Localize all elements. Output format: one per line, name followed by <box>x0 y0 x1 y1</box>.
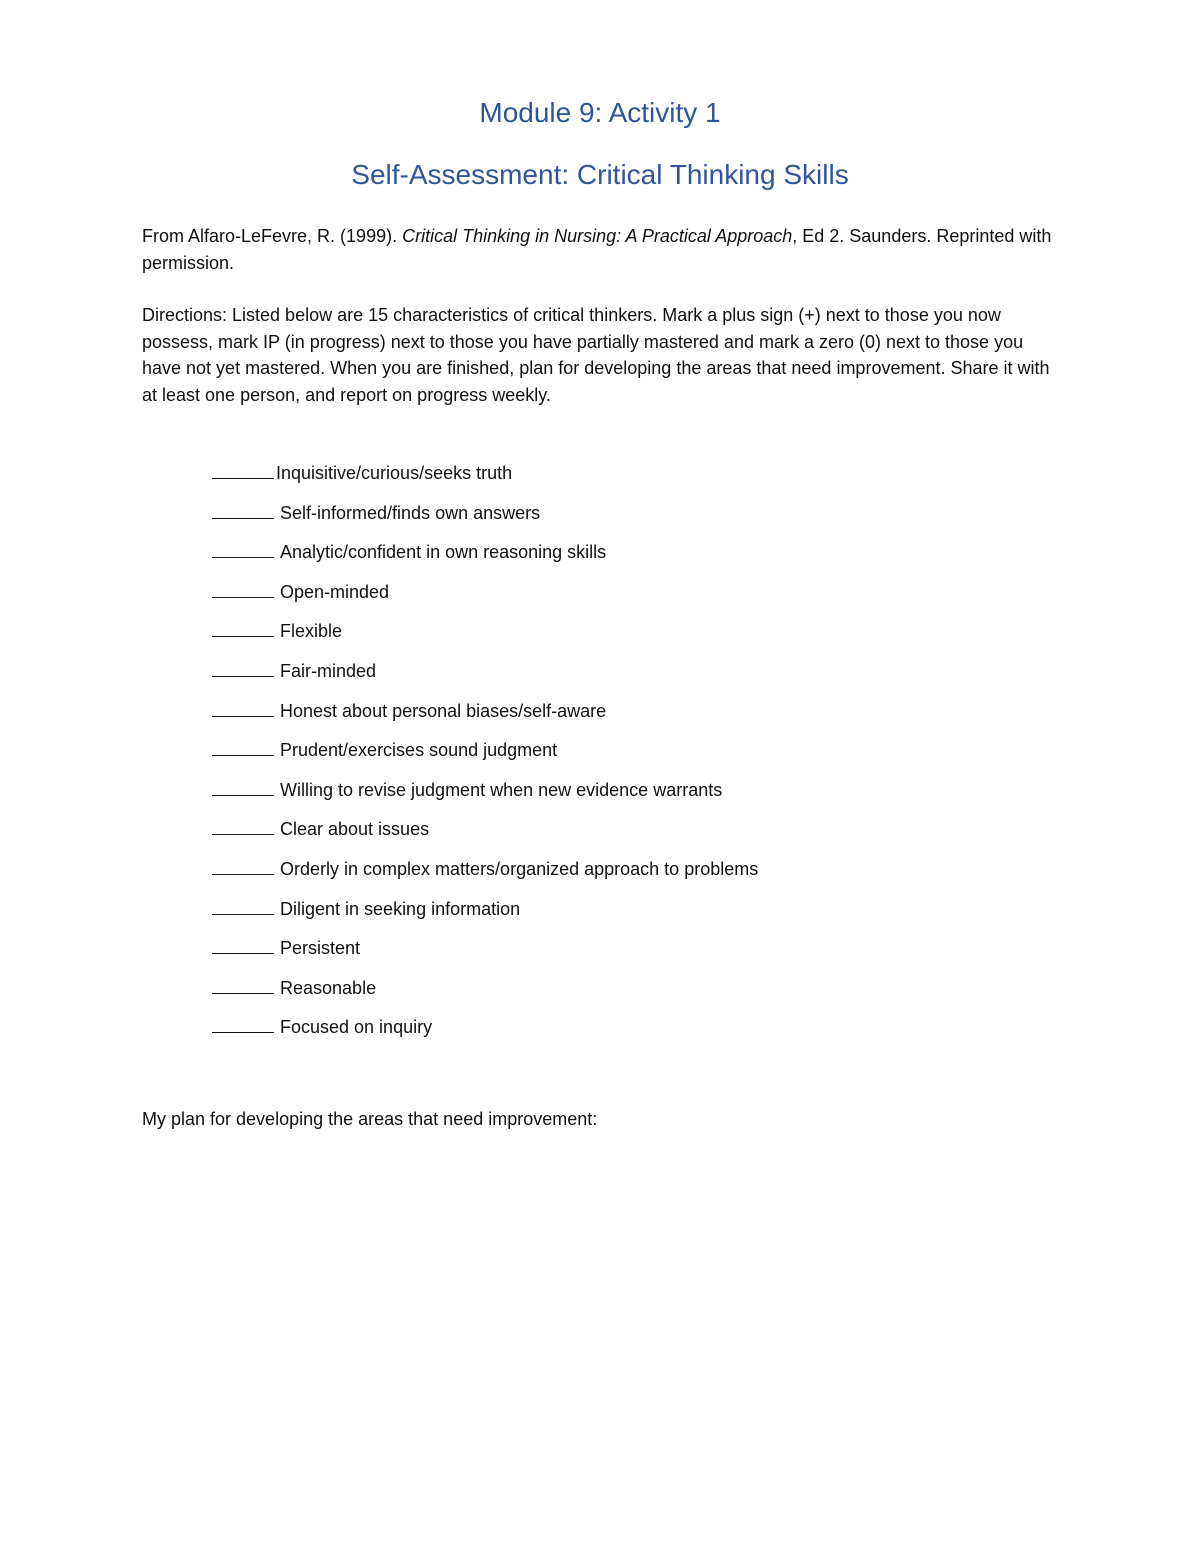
checklist-item <box>212 1013 758 1053</box>
citation <box>142 223 1062 276</box>
checklist-item <box>212 895 758 935</box>
checklist-item-label: Fair-minded <box>280 660 377 681</box>
page-subtitle: Self-Assessment: Critical Thinking Skills <box>351 159 849 190</box>
answer-blank[interactable] <box>212 657 274 677</box>
checklist-item-label: Honest about personal biases/self-aware <box>280 700 607 721</box>
answer-blank[interactable] <box>212 459 274 479</box>
answer-blank[interactable] <box>212 855 274 875</box>
answer-blank[interactable] <box>212 815 274 835</box>
checklist-item-label: Diligent in seeking information <box>280 898 521 919</box>
answer-blank[interactable] <box>212 895 274 915</box>
checklist-item <box>212 617 758 657</box>
checklist-item <box>212 697 758 737</box>
checklist-item-label: Inquisitive/curious/seeks truth <box>276 463 513 483</box>
checklist-item <box>212 974 758 1014</box>
checklist-item <box>212 499 758 539</box>
checklist-item-label: Prudent/exercises sound judgment <box>280 740 558 761</box>
checklist-item <box>212 815 758 855</box>
answer-blank[interactable] <box>212 776 274 796</box>
characteristics-checklist <box>212 459 758 1053</box>
checklist-item-label: Open-minded <box>280 581 390 602</box>
checklist-item-label: Persistent <box>280 938 361 959</box>
answer-blank[interactable] <box>212 974 274 994</box>
checklist-item-label: Flexible <box>280 621 343 642</box>
answer-blank[interactable] <box>212 578 274 598</box>
checklist-item-label: Willing to revise judgment when new evidence warrants <box>280 779 723 800</box>
plan-label: My plan for developing the areas that need improvement: <box>142 1109 598 1129</box>
answer-blank[interactable] <box>212 934 274 954</box>
checklist-item <box>212 934 758 974</box>
checklist-item-label: Orderly in complex matters/organized approach to problems <box>280 858 759 879</box>
checklist-item-label: Self-informed/finds own answers <box>280 502 541 523</box>
checklist-item <box>212 736 758 776</box>
answer-blank[interactable] <box>212 617 274 637</box>
checklist-item <box>212 538 758 578</box>
checklist-item-label: Reasonable <box>280 977 377 998</box>
citation-prefix: From Alfaro-LeFevre, R. (1999). <box>142 226 403 246</box>
answer-blank[interactable] <box>212 736 274 756</box>
checklist-item <box>212 459 758 499</box>
answer-blank[interactable] <box>212 697 274 717</box>
citation-suffix: , Ed 2. Saunders. Reprinted with permission. <box>142 226 1052 273</box>
checklist-item <box>212 657 758 697</box>
page-title: Module 9: Activity 1 <box>479 97 721 128</box>
citation-book-title: Critical Thinking in Nursing: A Practical Approach <box>402 226 793 246</box>
directions-text: Directions: Listed below are 15 characteristics of critical thinkers. Mark a plus sign (+) next to those you now possess, mark IP (in progress) next to those you have partially mastered and mark a zero (0) next to those you have not yet mastered. When you are finished, plan for developing the areas that need improvement. Share it with at least one person, and report on progress weekly. <box>142 305 1050 405</box>
answer-blank[interactable] <box>212 499 274 519</box>
checklist-item-label: Analytic/confident in own reasoning skills <box>280 542 607 563</box>
answer-blank[interactable] <box>212 1013 274 1033</box>
checklist-item-label: Clear about issues <box>280 819 430 840</box>
checklist-item <box>212 855 758 895</box>
checklist-item-label: Focused on inquiry <box>280 1017 433 1038</box>
checklist-item <box>212 578 758 618</box>
answer-blank[interactable] <box>212 538 274 558</box>
checklist-item <box>212 776 758 816</box>
